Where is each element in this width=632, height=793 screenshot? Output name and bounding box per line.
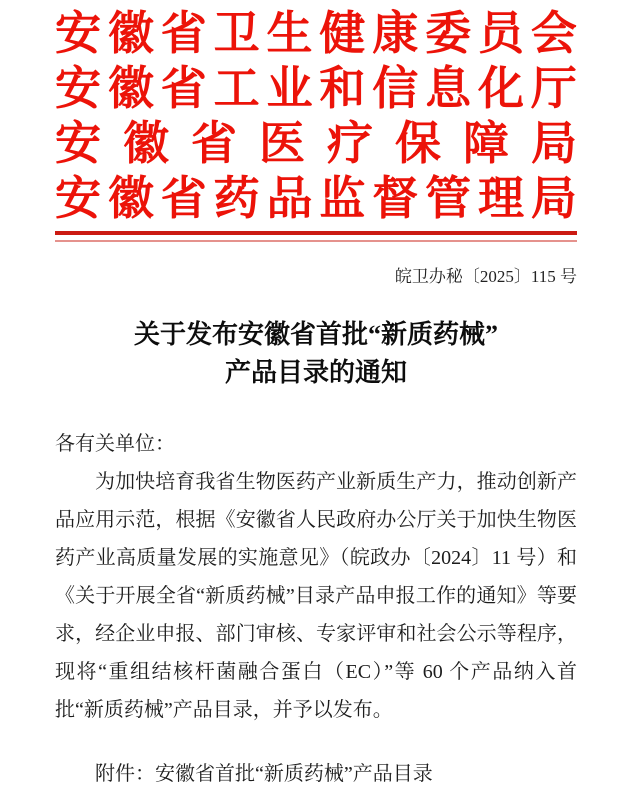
agency-name-industry-it-dept: 安 徽 省 工 业 和 信 息 化 厅 — [55, 62, 577, 114]
separator-rule-thin — [55, 240, 577, 242]
page-content — [55, 0, 577, 793]
body-paragraph: 为加快培育我省生物医药产业新质生产力，推动创新产品应用示范，根据《安徽省人民政府办公厅关于加快生物医药产业高质量发展的实施意见》（皖政办〔2024〕11 号）和《关于开展全省“新质药械”目录产品申报工作的通知》等要求，经企业申报、部门审核、专家评审和社会公示等程序，现将“重组结核杆菌融合蛋白（EC）”等 60 个产品纳入首批“新质药械”产品目录，并予以发布。 — [55, 471, 577, 721]
letterhead — [55, 6, 577, 226]
document-body — [55, 425, 577, 793]
agency-name-health-commission: 安 徽 省 卫 生 健 康 委 员 会 — [55, 7, 577, 59]
separator-rule-thick — [55, 231, 577, 235]
attachment-reference: 附件：安徽省首批“新质药械”产品目录 — [95, 763, 433, 785]
document-number: 皖卫办秘〔2025〕115 号 — [394, 267, 577, 286]
agency-name-healthcare-security: 安 徽 省 医 疗 保 障 局 — [55, 117, 577, 169]
salutation: 各有关单位： — [55, 433, 175, 455]
document-title — [55, 316, 577, 392]
letterhead-separator — [55, 231, 577, 242]
document-title-line2: 产品目录的通知 — [224, 358, 407, 387]
document-title-line1: 关于发布安徽省首批“新质药械” — [133, 320, 498, 349]
agency-name-medical-products-admin: 安 徽 省 药 品 监 督 管 理 局 — [55, 172, 577, 224]
